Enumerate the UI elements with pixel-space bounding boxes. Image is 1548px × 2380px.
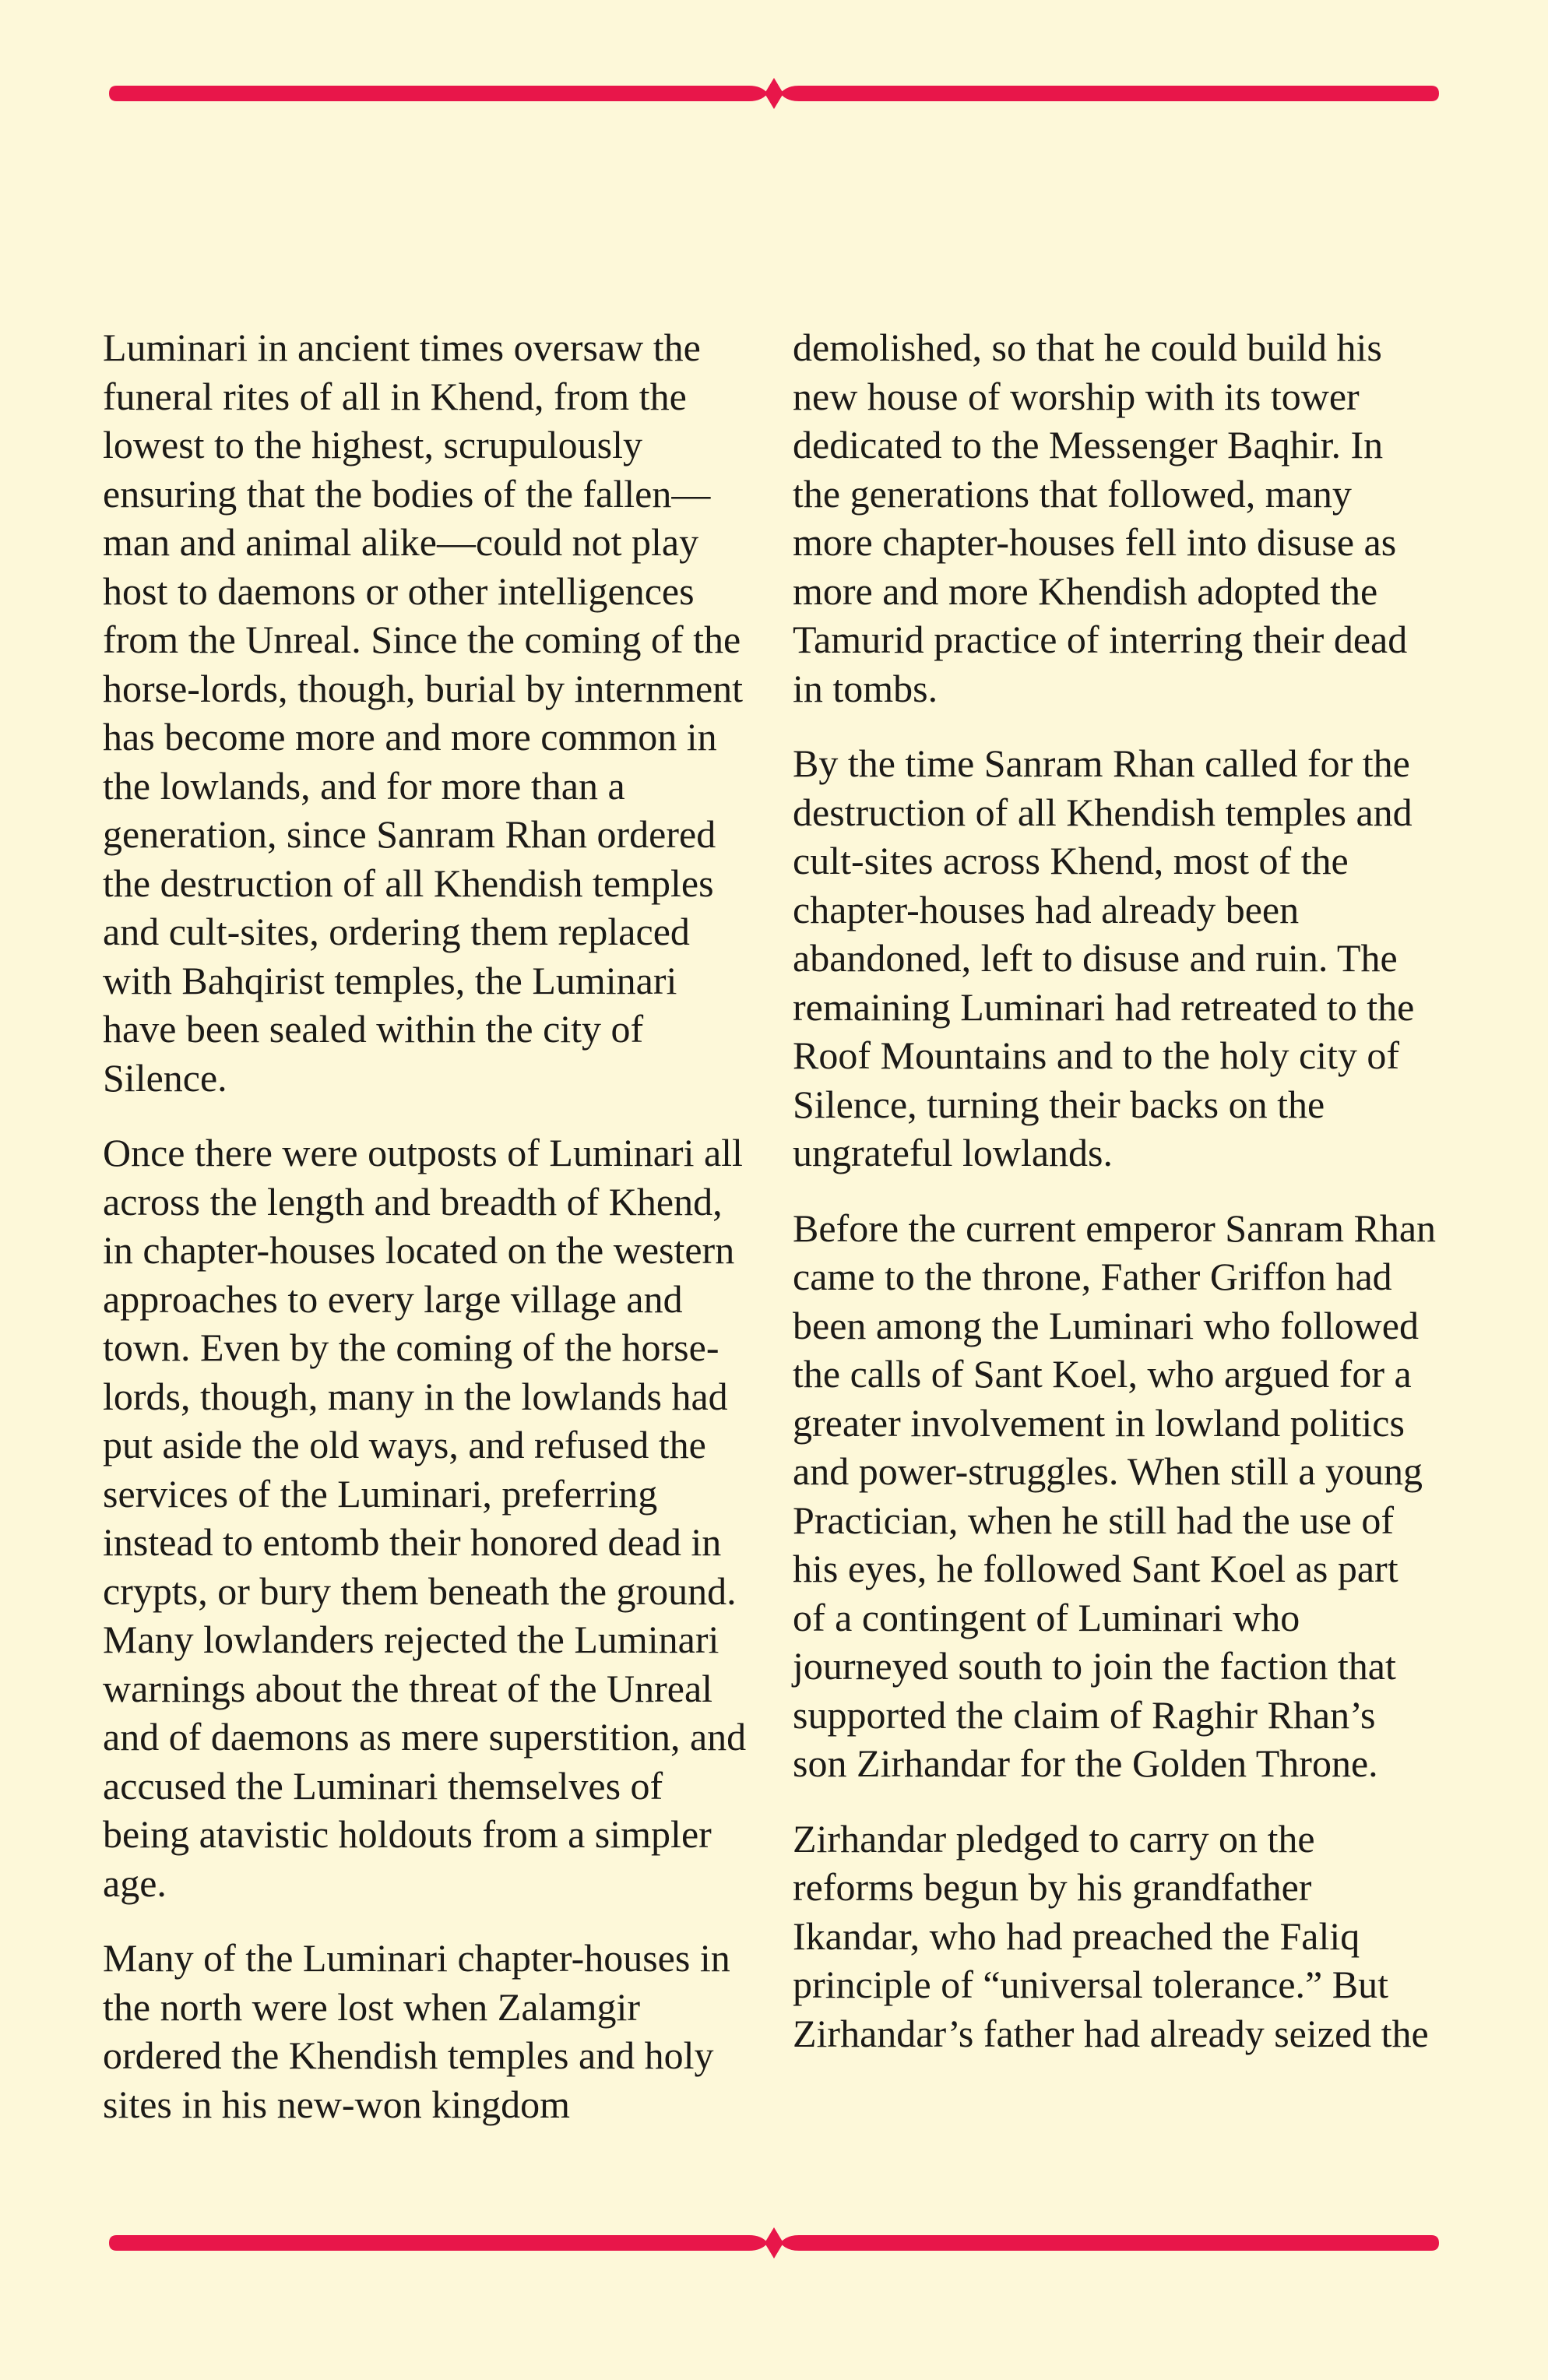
bottom-rule-left-bar [109,2235,768,2251]
left-column [103,323,749,2155]
paragraph: By the time Sanram Rhan called for the destruction of all Khendish temples and cult-sites across Khend, most of the chapter-houses had already been abandoned, left to disuse and ruin. The remaining Luminari had retreated to the Roof Mountains and to the holy city of Silence, turning their backs on the ungrateful lowlands. [793,741,1415,1174]
bottom-rule-right-bar [780,2235,1439,2251]
paragraph: demolished, so that he could build his new house of worship with its tower dedicated to the Messenger Baqhir. In the generations that followed, many more chapter-houses fell into disuse as more and more Khendish adopted the Tamurid practice of interring their dead in tombs. [793,326,1408,710]
paragraph: Many of the Luminari chapter-houses in the north were lost when Zalamgir ordered the Khendish temples and holy sites in his new-won kingdom [103,1936,730,2126]
paragraph: Once there were outposts of Luminari all across the length and breadth of Khend, in chapter-houses located on the western approaches to every large village and town. Even by the coming of the horse-lords, though, many in the lowlands had put aside the old ways, and refused the services of the Luminari, preferring instead to entomb their honored dead in crypts, or bury them beneath the ground. Many lowlanders rejected the Luminari warnings about the threat of the Unreal and of daemons as mere superstition, and accused the Luminari themselves of being atavistic holdouts from a simpler age. [103,1131,747,1905]
bottom-ornamental-rule [0,2227,1548,2259]
diamond-ornament-icon [765,2227,783,2259]
paragraph: Luminari in ancient times oversaw the funeral rites of all in Khend, from the lowest to the highest, scrupulously ensuring that the bodies of the fallen— man and animal alike—could not play host to daemons or other intelligences from the Unreal. Since the coming of the horse-lords, though, burial by internment has become more and more common in the lowlands, and for more than a generation, since Sanram Rhan ordered the destruction of all Khendish temples and cult-sites, ordering them replaced with Bahqirist temples, the Luminari have been sealed within the city of Silence. [103,326,744,1100]
top-ornamental-rule [0,78,1548,109]
paragraph: Zirhandar pledged to carry on the reforms begun by his grandfather Ikandar, who had preached the Faliq principle of “universal tolerance.” But Zirhandar’s father had already seized the [793,1816,1429,2055]
diamond-ornament-icon [765,78,783,109]
right-column [793,323,1439,2084]
top-rule-left-bar [109,86,768,101]
two-column-body [103,323,1444,2177]
top-rule-right-bar [780,86,1439,101]
paragraph: Before the current emperor Sanram Rhan came to the throne, Father Griffon had been among the Luminari who followed the calls of Sant Koel, who argued for a greater involvement in lowland politics and power-struggles. When still a young Practician, when he still had the use of his eyes, he followed Sant Koel as part of a contingent of Luminari who journeyed south to join the faction that supported the claim of Raghir Rhan’s son Zirhandar for the Golden Throne. [793,1206,1437,1785]
